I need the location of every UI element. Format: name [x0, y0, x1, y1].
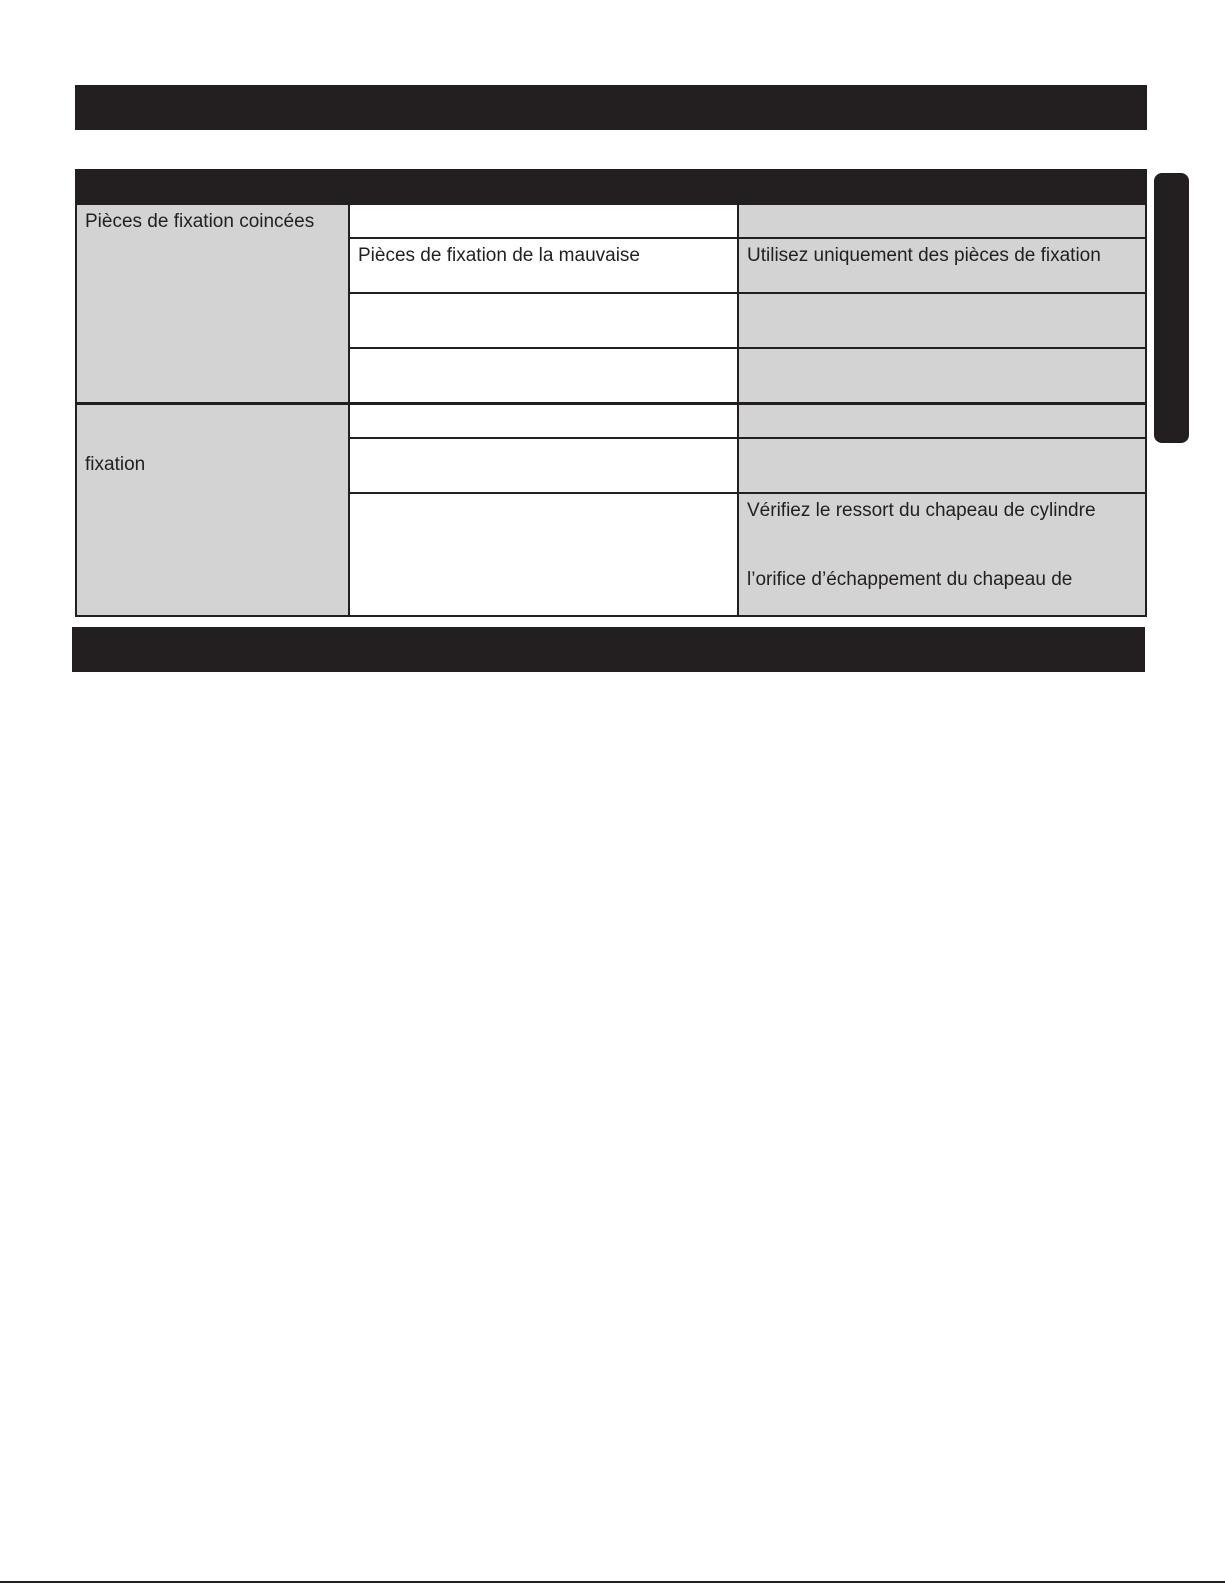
problem-cell — [77, 205, 350, 404]
cause-cell — [350, 437, 739, 493]
solution-cell — [739, 292, 1145, 348]
solution-cell — [739, 402, 1145, 438]
section-footer-bar — [72, 627, 1145, 672]
solution-text: Vérifiez le ressort du chapeau de cylindre — [747, 500, 1096, 521]
troubleshooting-table — [75, 169, 1147, 617]
solution-cell — [739, 347, 1145, 404]
cause-cell — [350, 205, 739, 239]
cause-cell — [350, 292, 739, 348]
chapter-side-tab — [1154, 173, 1189, 443]
problem-text: Pièces de fixation coincées — [85, 211, 315, 232]
problem-cell — [77, 402, 350, 615]
cause-cell — [350, 347, 739, 404]
problem-text: fixation — [85, 454, 146, 475]
solution-text: Utilisez uniquement des pièces de fixation — [747, 245, 1101, 266]
cause-cell — [350, 492, 739, 615]
cause-cell — [350, 237, 739, 293]
solution-cell — [739, 237, 1145, 293]
solution-cell — [739, 437, 1145, 493]
table-header-row — [77, 171, 1145, 205]
section-header-bar — [75, 85, 1147, 130]
cause-cell — [350, 402, 739, 438]
solution-text-continued: l’orifice d’échappement du chapeau de — [747, 569, 1073, 590]
cause-text: Pièces de fixation de la mauvaise — [358, 245, 640, 266]
page-bottom-rule — [0, 1581, 1225, 1583]
solution-cell — [739, 492, 1145, 615]
solution-cell — [739, 205, 1145, 239]
